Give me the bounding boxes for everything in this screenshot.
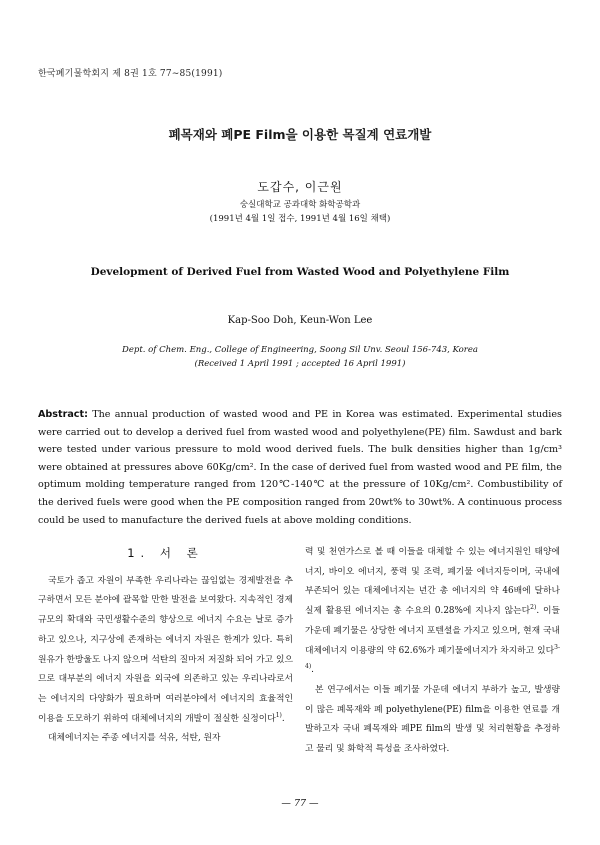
english-affiliation: Dept. of Chem. Eng., College of Engineering, Soong Sil Unv. Seoul 156-743, Korea bbox=[122, 345, 478, 355]
korean-affiliation: 숭실대학교 공과대학 화학공학과 bbox=[239, 200, 361, 210]
journal-header: 한국폐기물학회지 제 8권 1호 77∼85(1991) bbox=[38, 69, 223, 79]
abstract-text: The annual production of wasted wood and PE in Korea was estimated. Experimental studies were carried out to develop a derived fuel from wasted wood and polyethylene(PE) film. Sawdust and bark were tested under various pressure to mold wood derived fuels. The bulk densities higher than 1g/cm³ were obtained at pressures above 60Kg/cm². In the case of derived fuel from wasted wood and PE film, the optimum molding temperature ranged from 120℃-140℃ at the pressure of 10Kg/cm². Combustibility of the derived fuels were good when the PE composition ranged from 20wt% to 30wt%. A continuous process could be used to manufacture the derived fuels at above molding conditions. bbox=[38, 409, 562, 526]
english-authors: Kap-Soo Doh, Keun-Won Lee bbox=[227, 315, 373, 326]
body-paragraph bbox=[305, 681, 560, 760]
korean-title: 폐목재와 폐PE Film을 이용한 목질계 연료개발 bbox=[168, 127, 432, 142]
reference-mark: 1) bbox=[275, 711, 282, 719]
korean-authors: 도갑수, 이근원 bbox=[257, 180, 343, 194]
body-paragraph bbox=[38, 729, 293, 749]
paragraph-text: 본 연구에서는 이들 폐기물 가운데 에너지 부하가 높고, 발생량이 많은 폐목재와 폐 polyethylene(PE) film을 이용한 연료를 개발하고자 국내 폐목재와 폐PE film의 발생 및 처리현황을 추정하고 물리 및 화학적 특성을 조사하였다. bbox=[305, 684, 560, 755]
body-paragraph: 력 및 천연가스로 볼 때 이들을 대체할 수 있는 에너지원인 태양에너지, 바이오 에너지, 풍력 및 조력, 폐기물 에너지등이며, 국내에 부존되어 있는 대체에너지는 년간 총 에너지의 약 46배에 달하나 실제 활용된 에너지는 총 수요의 0.28%에 지나지 않는다$^{2)}$. 이들 가운데 폐기물은 상당한 에너지 포텐셜을 가지고 있으며, 현재 국내 대체에너지 이용량의 약 62.6%가 폐기물에너지가 차지하고 있다$^{3-4)}$. bbox=[305, 547, 560, 676]
korean-received-dates: (1991년 4월 1일 접수, 1991년 4월 16일 채택) bbox=[209, 214, 391, 224]
section-heading-introduction: 1. 서 론 bbox=[127, 546, 204, 560]
reference-mark: 2) bbox=[530, 604, 537, 612]
paragraph-text: 국토가 좁고 자원이 부족한 우리나라는 끊임없는 경제발전을 추구하면서 모든 분야에 괄목할 만한 발전을 보여왔다. 지속적인 경제규모의 확대와 국민생활수준의 향상으로 에너지 수요는 날로 증가하고 있으나, 지구상에 존재하는 에너지 자원은 한계가 있다. 특히 원유가 한방울도 나지 않으며 석탄의 질마저 저질화 되어 가고 있으므로 대부분의 에너지 자원을 외국에 의존하고 있는 우리나라로서는 에너지의 다양화가 필요하며 여러분야에서 에너지의 효율적인 이용을 도모하기 위하여 대체에너지의 개발이 절실한 실정이다 bbox=[38, 575, 293, 724]
left-column bbox=[38, 535, 293, 749]
paragraph-text: 대체에너지는 주종 에너지를 석유, 석탄, 원자 bbox=[48, 733, 221, 744]
right-column bbox=[305, 543, 560, 760]
abstract bbox=[38, 406, 562, 529]
abstract-label: Abstract: bbox=[38, 409, 88, 420]
body-paragraph: 국토가 좁고 자원이 부족한 우리나라는 끊임없는 경제발전을 추구하면서 모든 분야에 괄목할 만한 발전을 보여왔다. 지속적인 경제규모의 확대와 국민생활수준의 향상으로 에너지 수요는 날로 증가하고 있으나, 지구상에 존재하는 에너지 자원은 한계가 있다. 특히 원유가 한방울도 나지 않으며 석탄의 질마저 저질화 되어 가고 있으므로 대부분의 에너지 자원을 외국에 의존하고 있는 우리나라로서는 에너지의 다양화가 필요하며 여러분야에서 에너지의 효율적인 이용을 도모하기 위하여 대체에너지의 개발이 절실한 실정이다$^{1)}$. bbox=[38, 575, 293, 724]
english-title: Development of Derived Fuel from Wasted Wood and Polyethylene Film bbox=[90, 266, 510, 278]
paragraph-text: . 이들 가운데 폐기물은 상당한 에너지 포텐셜을 가지고 있으며, 현재 국내 대체에너지 이용량의 약 62.6%가 폐기물에너지가 차지하고 있다 bbox=[305, 606, 560, 656]
paragraph-text: 력 및 천연가스로 볼 때 이들을 대체할 수 있는 에너지원인 태양에너지, 바이오 에너지, 풍력 및 조력, 폐기물 에너지등이며, 국내에 부존되어 있는 대체에너지는 년간 총 에너지의 약 46배에 달하나 실제 활용된 에너지는 총 수요의 0.28%에 지나지 않는다 bbox=[305, 547, 560, 617]
english-received-dates: (Received 1 April 1991 ; accepted 16 April 1991) bbox=[194, 359, 406, 369]
page-number: — 77 — bbox=[281, 798, 319, 809]
reference-mark: 3-4) bbox=[305, 643, 560, 671]
